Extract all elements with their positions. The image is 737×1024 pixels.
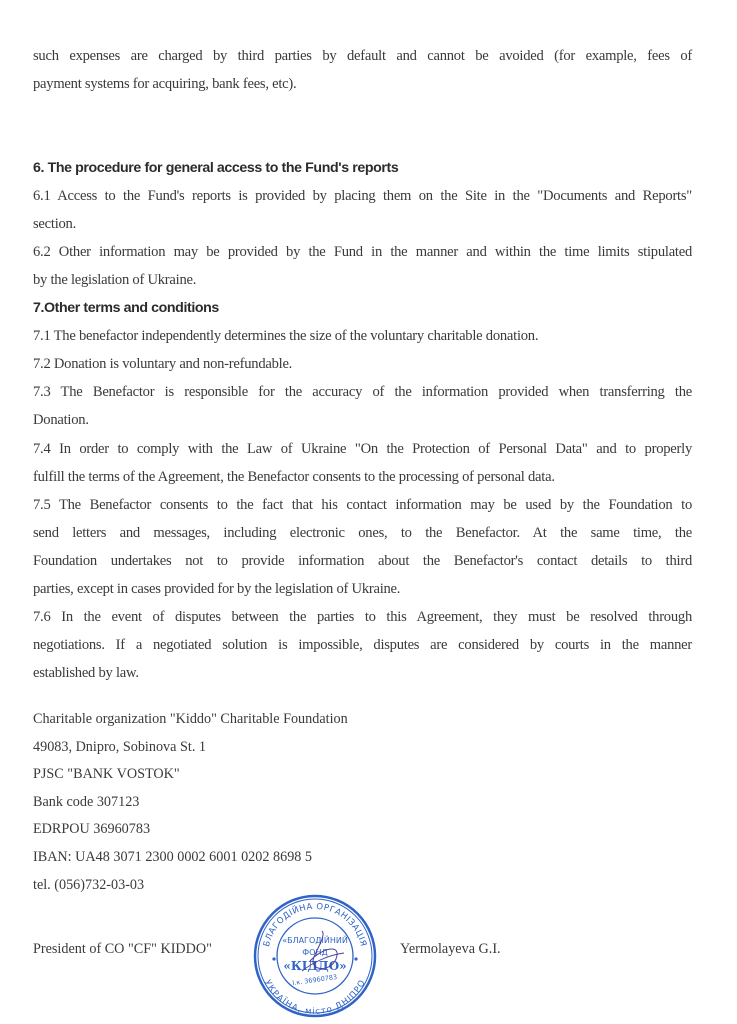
paragraph-line: 7.4 In order to comply with the Law of Ukraine "On the Protection of Personal Data" and to properly <box>33 441 692 457</box>
svg-text:«БЛАГОДІЙНИЙ: «БЛАГОДІЙНИЙ <box>282 936 348 945</box>
section-7-heading: 7.Other terms and conditions <box>33 300 219 316</box>
svg-text:УКРАЇНА, місто ДНІПРО: УКРАЇНА, місто ДНІПРО <box>262 978 368 1018</box>
paragraph-line: Foundation undertakes not to provide information about the Benefactor's contact details to third <box>33 553 692 569</box>
paragraph-line: 7.3 The Benefactor is responsible for the accuracy of the information provided when transferring the <box>33 384 692 400</box>
paragraph-line: established by law. <box>33 665 139 681</box>
paragraph-line: send letters and messages, including electronic ones, to the Benefactor. At the same time, the <box>33 525 692 541</box>
paragraph-line: 7.1 The benefactor independently determines the size of the voluntary charitable donation. <box>33 328 539 344</box>
section-6-heading: 6. The procedure for general access to the Fund's reports <box>33 160 399 176</box>
paragraph-line: 6.2 Other information may be provided by the Fund in the manner and within the time limits stipulated <box>33 244 692 260</box>
svg-text:ФОНД: ФОНД <box>302 948 328 957</box>
contact-address: 49083, Dnipro, Sobinova St. 1 <box>33 739 207 755</box>
paragraph-line: 6.1 Access to the Fund's reports is provided by placing them on the Site in the "Documents and Reports" <box>33 188 692 204</box>
svg-text:БЛАГОДІЙНА ОРГАНІЗАЦІЯ: БЛАГОДІЙНА ОРГАНІЗАЦІЯ <box>261 901 369 948</box>
paragraph-line: 7.2 Donation is voluntary and non-refundable. <box>33 356 293 372</box>
paragraph-line: 7.6 In the event of disputes between the parties to this Agreement, they must be resolved through <box>33 609 692 625</box>
paragraph-line: parties, except in cases provided for by the legislation of Ukraine. <box>33 581 401 597</box>
contact-phone: tel. (056)732-03-03 <box>33 877 145 893</box>
contact-bank: PJSC "BANK VOSTOK" <box>33 766 180 782</box>
contact-edrpou: EDRPOU 36960783 <box>33 821 151 837</box>
contact-bank-code: Bank code 307123 <box>33 794 140 810</box>
paragraph-line: negotiations. If a negotiated solution is impossible, disputes are considered by courts in the manner <box>33 637 692 653</box>
paragraph-line: section. <box>33 216 76 232</box>
paragraph-line: such expenses are charged by third parties by default and cannot be avoided (for example, fees of <box>33 48 692 64</box>
contact-org-name: Charitable organization "Kiddo" Charitable Foundation <box>33 711 348 727</box>
paragraph-line: by the legislation of Ukraine. <box>33 272 197 288</box>
signatory-title: President of CO "CF" KIDDO" <box>33 941 212 957</box>
svg-text:«КІДДО»: «КІДДО» <box>283 959 347 973</box>
signatory-name: Yermolayeva G.I. <box>400 941 501 957</box>
paragraph-line: Donation. <box>33 412 89 428</box>
paragraph-line: 7.5 The Benefactor consents to the fact that his contact information may be used by the Foundation to <box>33 497 692 513</box>
contact-iban: IBAN: UA48 3071 2300 0002 6001 0202 8698 5 <box>33 849 313 865</box>
svg-text:І.к. 36960783: І.к. 36960783 <box>291 972 338 988</box>
paragraph-line: fulfill the terms of the Agreement, the Benefactor consents to the processing of personal data. <box>33 469 555 485</box>
paragraph-line: payment systems for acquiring, bank fees, etc). <box>33 76 297 92</box>
seal-stamp-icon <box>252 893 378 1019</box>
